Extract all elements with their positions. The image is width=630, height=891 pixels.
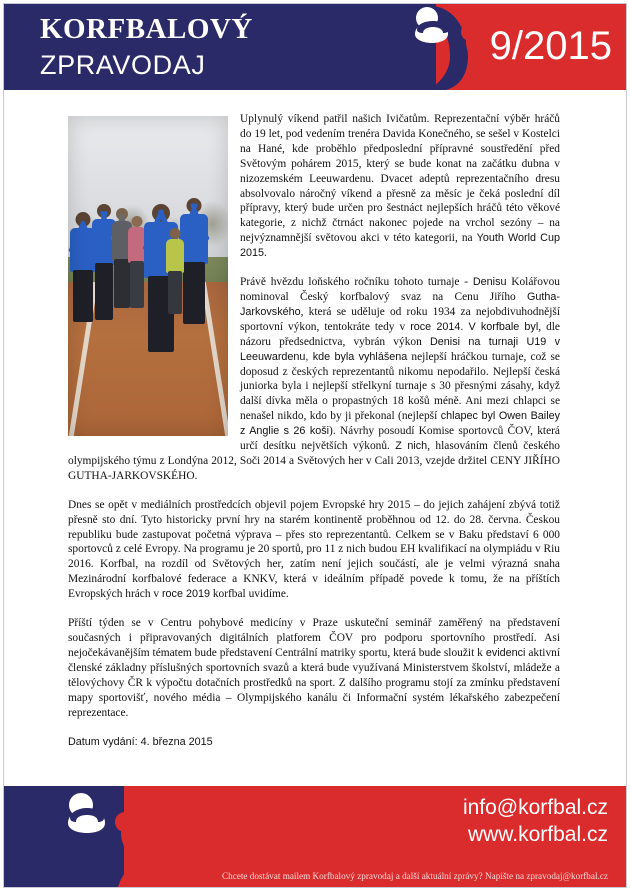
p2-text-i: nejlepší hráčkou turnaje, což se doposud z českých reprezentantů nikomu nepodařilo. Nejlepší česká juniorka byla i nejlepší střelkyní turnaje s 30 přesnými zásahy, když další dívka měla o propastných 18 košů méně. Ani mezi chlapci se nenašel nikdo, kdo by ji překonal (nejlepší [240, 350, 560, 423]
p2-highlight-denisi-u19: Denisi na turnaji U19 v Leeuwardenu, kde byla vyhlášena [240, 335, 560, 363]
p2-highlight-gutha-jarkovskeho: Gutha-Jarkovského [240, 290, 560, 318]
p1-text-a: Uplynulý víkend patřil našich Ivičatům. Reprezentační výběr hráčů do 19 let, pod vedením trenéra Davida Konečného, se sešel v Kostelci na Hané, kde proběhlo předposlední přípravné soustředění před Světovým pohárem 2015, který se bude konat na začátku dubna v nizozemském Leeuwardenu. Dvacet adeptů reprezentačního dresu absolvovalo náročný víkend a přesně za měsíc je čeká poslední díl přípravy, který bude určen pro šestnáct nejlepších hráčů této věkové kategorie, z nichž čtrnáct nakonec pojede na vrchol sezóny – na nejvýznamnější světovou akci v této kategorii, na [240, 113, 560, 245]
p1-highlight-youth-world-cup: Youth World Cup 2015 [240, 232, 560, 260]
p2-text-g: , dle názoru předsednictva, vybrán výkon [240, 320, 560, 348]
masthead [40, 10, 370, 82]
footer-email[interactable]: info@korfbal.cz [462, 796, 608, 819]
p3-text-c: korfbal uvidíme. [209, 588, 289, 601]
p3-text-a: Dnes se opět v mediálních prostředcích objevil pojem Evropské hry 2015 – do jejich zahájení zbývá totiž přesně sto dní. Tyto historicky první hry na starém kontinentě proběhnou od 12. do 28. června. Českou republiku bude zastupovat početná výprava – přes sto reprezentantů. Celkem se v Baku představí 6 000 sportovců z celé Evropy. Na programu je 20 sportů, pro 11 z nich budou EH kvalifikací na olympiádu v Riu 2016. Korfbal, na rozdíl od Světových her, zatím není jejich součástí, ale je velmi výrazná snaha Mezinárodní korfbalové federace a KNKV, která v ideálním případě povede k tomu, že na příštích Evropských hrách v [68, 498, 560, 601]
paragraph-4 [68, 616, 560, 720]
p2-text-e: , která se uděluje od roku 1934 za nejobdivuhodnější sportovní výkon, tentokráte tedy v [240, 305, 560, 333]
p1-text-c: . [264, 247, 267, 260]
footer-subscribe-note: Chcete dostávat mailem Korfbalový zpravodaj a další aktuální zprávy? Napište na zpravodaj@korfbal.cz [221, 871, 608, 881]
paragraph-3 [68, 498, 560, 602]
publication-date: Datum vydání: 4. března 2015 [68, 736, 213, 749]
p2-text-a: Právě hvězdu loňského ročníku tohoto turnaje - [240, 276, 473, 289]
korfball-logo-icon [372, 4, 492, 90]
footer-contact-block [463, 794, 608, 848]
masthead-title-line1: KORFBALOVÝ [40, 13, 253, 45]
footer-website[interactable]: www.korfbal.cz [467, 823, 608, 846]
photo-vignette [68, 116, 228, 436]
p2-highlight-denisu: Denisu [472, 276, 507, 289]
p4-text-a: Příští týden se v Centru pohybové medicíny v Praze uskuteční seminář zaměřený na představení současných i připravovaných digitálních platforem ČOV pro podporu sportovního prostředí. Asi nejočekávanějším tématem bude představení Centrální matriky sportu, která bude sloužit k [68, 617, 560, 659]
masthead-title-line2: ZPRAVODAJ [40, 50, 206, 80]
p2-highlight-owen-bailey: chlapec byl Owen Bailey z Anglie s 26 koši [240, 410, 560, 438]
issue-number: 9/2015 [489, 24, 612, 68]
p2-text-k: ). Návrhy posoudí Komise sportovců ČOV, která určí desítku největších výkonů. [240, 425, 560, 453]
p2-text-c: Kolářovou nominoval Český korfbalový svaz na Cenu Jiřího [240, 276, 560, 303]
newsletter-footer [4, 786, 626, 887]
p2-text-m: , hlasováním členů českého olympijského týmu z Londýna 2012, Soči 2014 a Světových her v Cali 2013, vzejde držitel CENY JIŘÍHO GUTHA-JARKOVSKÉHO. [68, 440, 560, 482]
article-photo [68, 116, 228, 436]
p3-highlight-roce-2019: roce 2019 [161, 588, 210, 601]
p2-highlight-z-nich: Z nich [395, 440, 428, 453]
newsletter-header [4, 4, 626, 90]
p4-highlight-evidenci: evidenci [485, 646, 526, 659]
article-body [68, 112, 560, 748]
p2-highlight-roce-2014: roce 2014. V korfbale byl [410, 320, 539, 333]
p4-text-c: aktivní členské základny příslušných sportovních svazů a která bude využívaná Ministerstvem školství, mládeže a tělovýchovy ČR k výpočtu dotačních prostředků na sport. Z dalšího programu stojí za zmínku představení mapy sportovišť, nového média – Olympijského kanálu či Informační systém lékařského zabezpečení reprezentace. [68, 646, 561, 719]
